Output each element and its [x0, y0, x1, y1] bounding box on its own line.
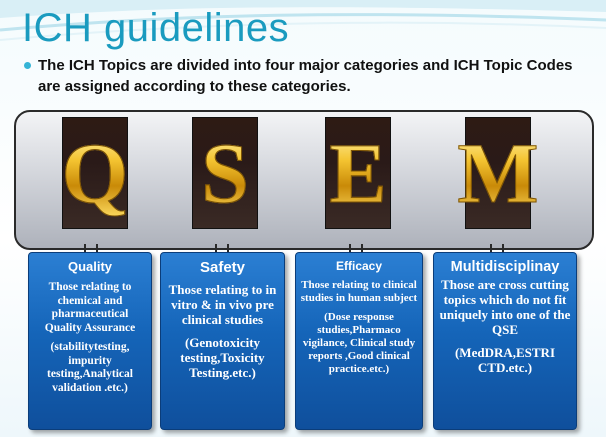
- letter-tile-e: [325, 117, 391, 229]
- card-body-multidisciplinary: Those are cross cutting topics which do not fit uniquely into one of the QSE: [439, 277, 571, 337]
- letter-s: S: [201, 125, 249, 221]
- card-extra-safety: (Genotoxicity testing,Toxicity Testing.etc.): [180, 335, 265, 380]
- intro-bullet: The ICH Topics are divided into four major categories and ICH Topic Codes are assigned according to these categories.: [38, 57, 573, 95]
- letter-tile-m: [457, 117, 539, 229]
- slide-title: ICH guidelines: [22, 6, 290, 50]
- card-extra-quality: (stabilitytesting, impurity testing,Analytical validation .etc.): [47, 341, 133, 394]
- card-safety: [160, 252, 285, 430]
- card-body-efficacy: Those relating to clinical studies in human subject: [300, 279, 418, 304]
- letter-tile-s: [192, 117, 258, 229]
- card-body-quality: Those relating to chemical and pharmaceutical Quality Assurance: [44, 281, 136, 334]
- letter-m: M: [457, 125, 539, 221]
- bullet-dot-icon: [24, 62, 31, 69]
- card-title-efficacy: Efficacy: [335, 259, 383, 273]
- card-title-quality: Quality: [67, 259, 113, 274]
- card-body-safety: Those relating to in vitro & in vivo pre clinical studies: [168, 282, 277, 327]
- card-quality: [28, 252, 152, 430]
- card-multidisciplinary: [433, 252, 577, 430]
- letter-e: E: [329, 125, 387, 221]
- card-title-multidisciplinary: Multidisciplinay: [450, 259, 560, 275]
- letter-q: Q: [61, 125, 129, 221]
- card-extra-multidisciplinary: (MedDRA,ESTRI CTD.etc.): [454, 345, 556, 375]
- card-extra-efficacy: (Dose response studies,Pharmaco vigilance, Clinical study reports ,Good clinical practice.etc.): [302, 311, 416, 375]
- card-efficacy: [295, 252, 423, 430]
- letter-tile-q: [62, 117, 128, 229]
- card-title-safety: Safety: [199, 259, 246, 276]
